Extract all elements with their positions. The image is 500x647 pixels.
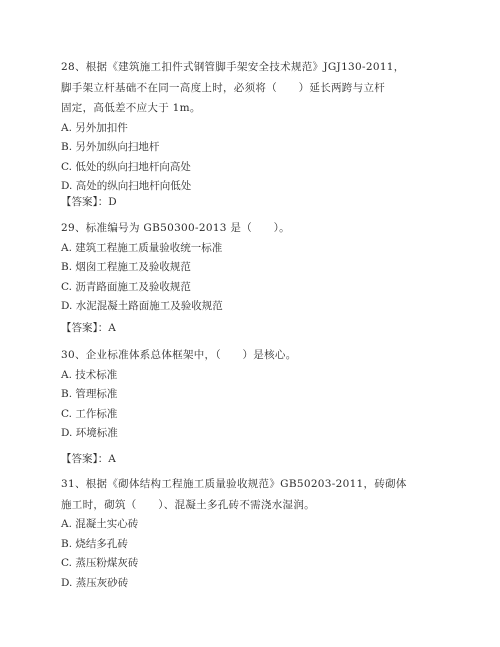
- option-b: B. 烧结多孔砖: [61, 537, 128, 550]
- question-28: [61, 57, 441, 197]
- option-c: C. 低处的纵向扫地杆向高处: [61, 160, 191, 173]
- option-b: B. 管理标准: [61, 388, 118, 400]
- option-c: C. 工作标准: [61, 407, 118, 420]
- question-stem-line: 29、标准编号为 GB50300-2013 是（ ）。: [61, 222, 290, 234]
- question-stem-line: 28、根据《建筑施工扣件式钢管脚手架安全技术规范》JGJ130-2011，: [61, 61, 405, 73]
- question-31: [61, 474, 441, 593]
- option-a: A. 建筑工程施工质量验收统一标准: [61, 241, 223, 254]
- option-c: C. 蒸压粉煤灰砖: [61, 557, 139, 569]
- question-stem-line: 固定，高低差不应大于 1m。: [61, 102, 201, 114]
- question-30: [61, 345, 441, 444]
- question-29: [61, 218, 441, 317]
- option-a: A. 混凝土实心砖: [61, 518, 139, 530]
- answer-29: 【答案】：A: [61, 322, 116, 334]
- option-a: A. 另外加扣件: [61, 121, 128, 134]
- option-b: B. 另外加纵向扫地杆: [61, 141, 160, 153]
- option-d: D. 高处的纵向扫地杆向低处: [61, 180, 192, 192]
- option-d: D. 环境标准: [61, 427, 118, 439]
- answer-30: 【答案】：A: [61, 453, 116, 465]
- question-stem-line: 30、企业标准体系总体框架中，（ ）是核心。: [61, 349, 297, 361]
- answer-28: 【答案】：D: [61, 196, 117, 208]
- question-stem-line: 脚手架立杆基础不在同一高度上时，必须将（ ）延长两跨与立杆: [61, 81, 385, 94]
- option-d: D. 水泥混凝土路面施工及验收规范: [61, 300, 223, 312]
- question-stem-line: 31、根据《砌体结构工程施工质量验收规范》GB50203-2011，砖砌体: [61, 478, 407, 490]
- option-d: D. 蒸压灰砂砖: [61, 576, 129, 589]
- option-b: B. 烟囱工程施工及验收规范: [61, 261, 191, 273]
- question-stem-line: 施工时，砌筑（ ）、混凝土多孔砖不需浇水湿润。: [61, 498, 315, 511]
- option-a: A. 技术标准: [61, 368, 118, 381]
- option-c: C. 沥青路面施工及验收规范: [61, 280, 191, 293]
